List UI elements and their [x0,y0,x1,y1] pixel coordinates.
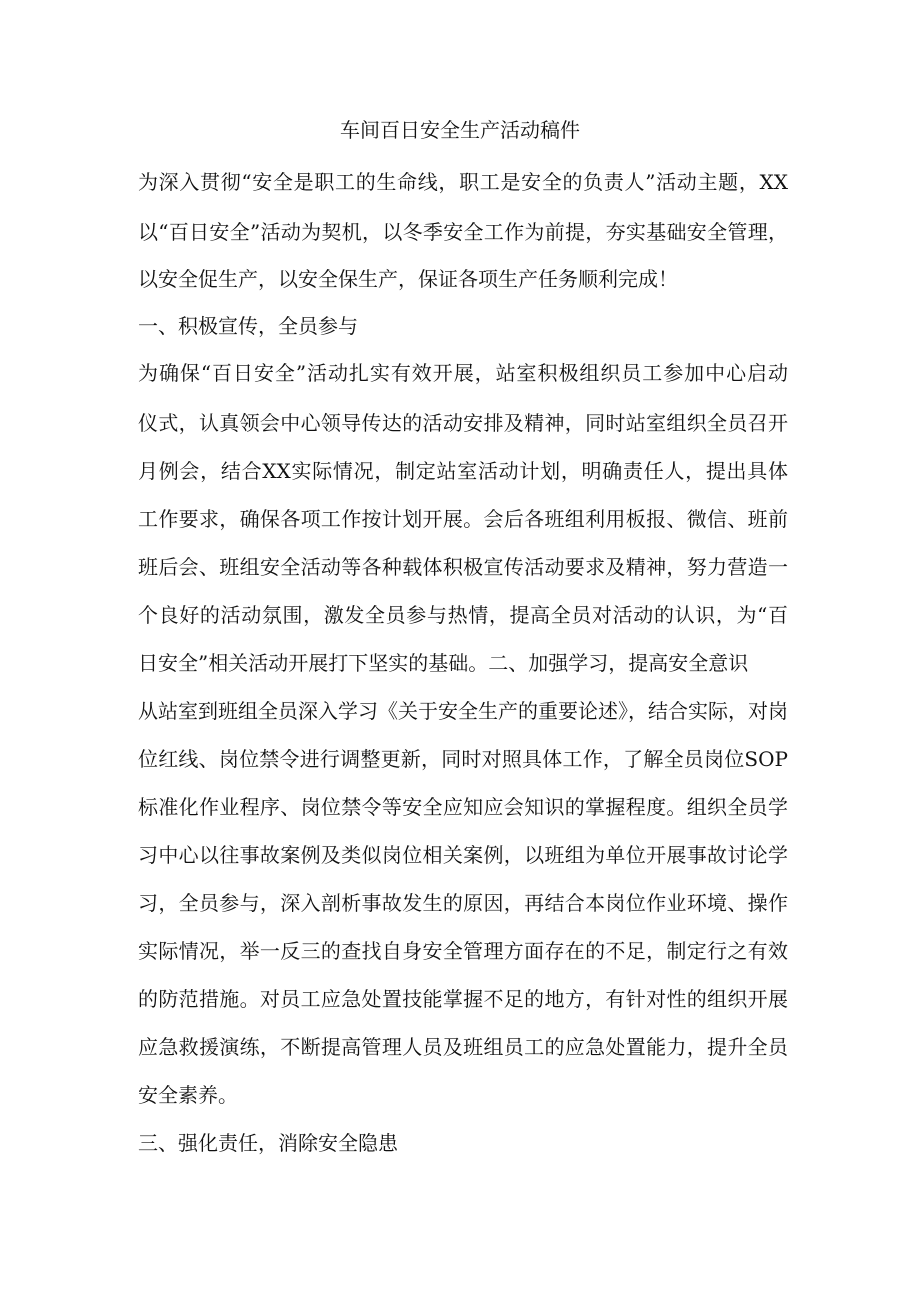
document-title: 车间百日安全生产活动稿件 [340,118,580,142]
section-heading: 三、强化责任，消除安全隐患 [138,1131,398,1155]
paragraph-line: 日安全”相关活动开展打下坚实的基础。二、加强学习，提高安全意识 [138,651,749,675]
section-heading: 一、积极宣传，全员参与 [138,314,358,338]
paragraph-line: 应急救援演练，不断提高管理人员及班组员工的应急处置能力，提升全员 [138,1035,788,1059]
paragraph-line: 位红线、岗位禁令进行调整更新，同时对照具体工作，了解全员岗位SOP [138,747,788,771]
paragraph-line: 以安全促生产，以安全保生产，保证各项生产任务顺利完成！ [138,267,678,291]
paragraph-line: 标准化作业程序、岗位禁令等安全应知应会知识的掌握程度。组织全员学 [138,795,788,819]
paragraph-line: 安全素养。 [138,1083,238,1107]
paragraph-line: 为确保“百日安全”活动扎实有效开展，站室积极组织员工参加中心启动 [138,361,788,385]
paragraph-line: 以“百日安全”活动为契机，以冬季安全工作为前提，夯实基础安全管理， [138,220,788,244]
paragraph-line: 为深入贯彻“安全是职工的生命线，职工是安全的负责人”活动主题，XX [138,170,788,194]
paragraph-line: 习，全员参与，深入剖析事故发生的原因，再结合本岗位作业环境、操作 [138,891,788,915]
paragraph-line: 月例会，结合XX实际情况，制定站室活动计划，明确责任人，提出具体 [138,459,788,483]
paragraph-line: 个良好的活动氛围，激发全员参与热情，提高全员对活动的认识，为“百 [138,603,788,627]
paragraph-line: 工作要求，确保各项工作按计划开展。会后各班组利用板报、微信、班前 [138,507,788,531]
paragraph-line: 习中心以往事故案例及类似岗位相关案例，以班组为单位开展事故讨论学 [138,843,788,867]
paragraph-line: 从站室到班组全员深入学习《关于安全生产的重要论述》，结合实际，对岗 [138,699,788,723]
paragraph-line: 的防范措施。对员工应急处置技能掌握不足的地方，有针对性的组织开展 [138,987,788,1011]
paragraph-line: 班后会、班组安全活动等各种载体积极宣传活动要求及精神，努力营造一 [138,555,788,579]
paragraph-line: 实际情况，举一反三的查找自身安全管理方面存在的不足，制定行之有效 [138,939,788,963]
paragraph-line: 仪式，认真领会中心领导传达的活动安排及精神，同时站室组织全员召开 [138,411,788,435]
